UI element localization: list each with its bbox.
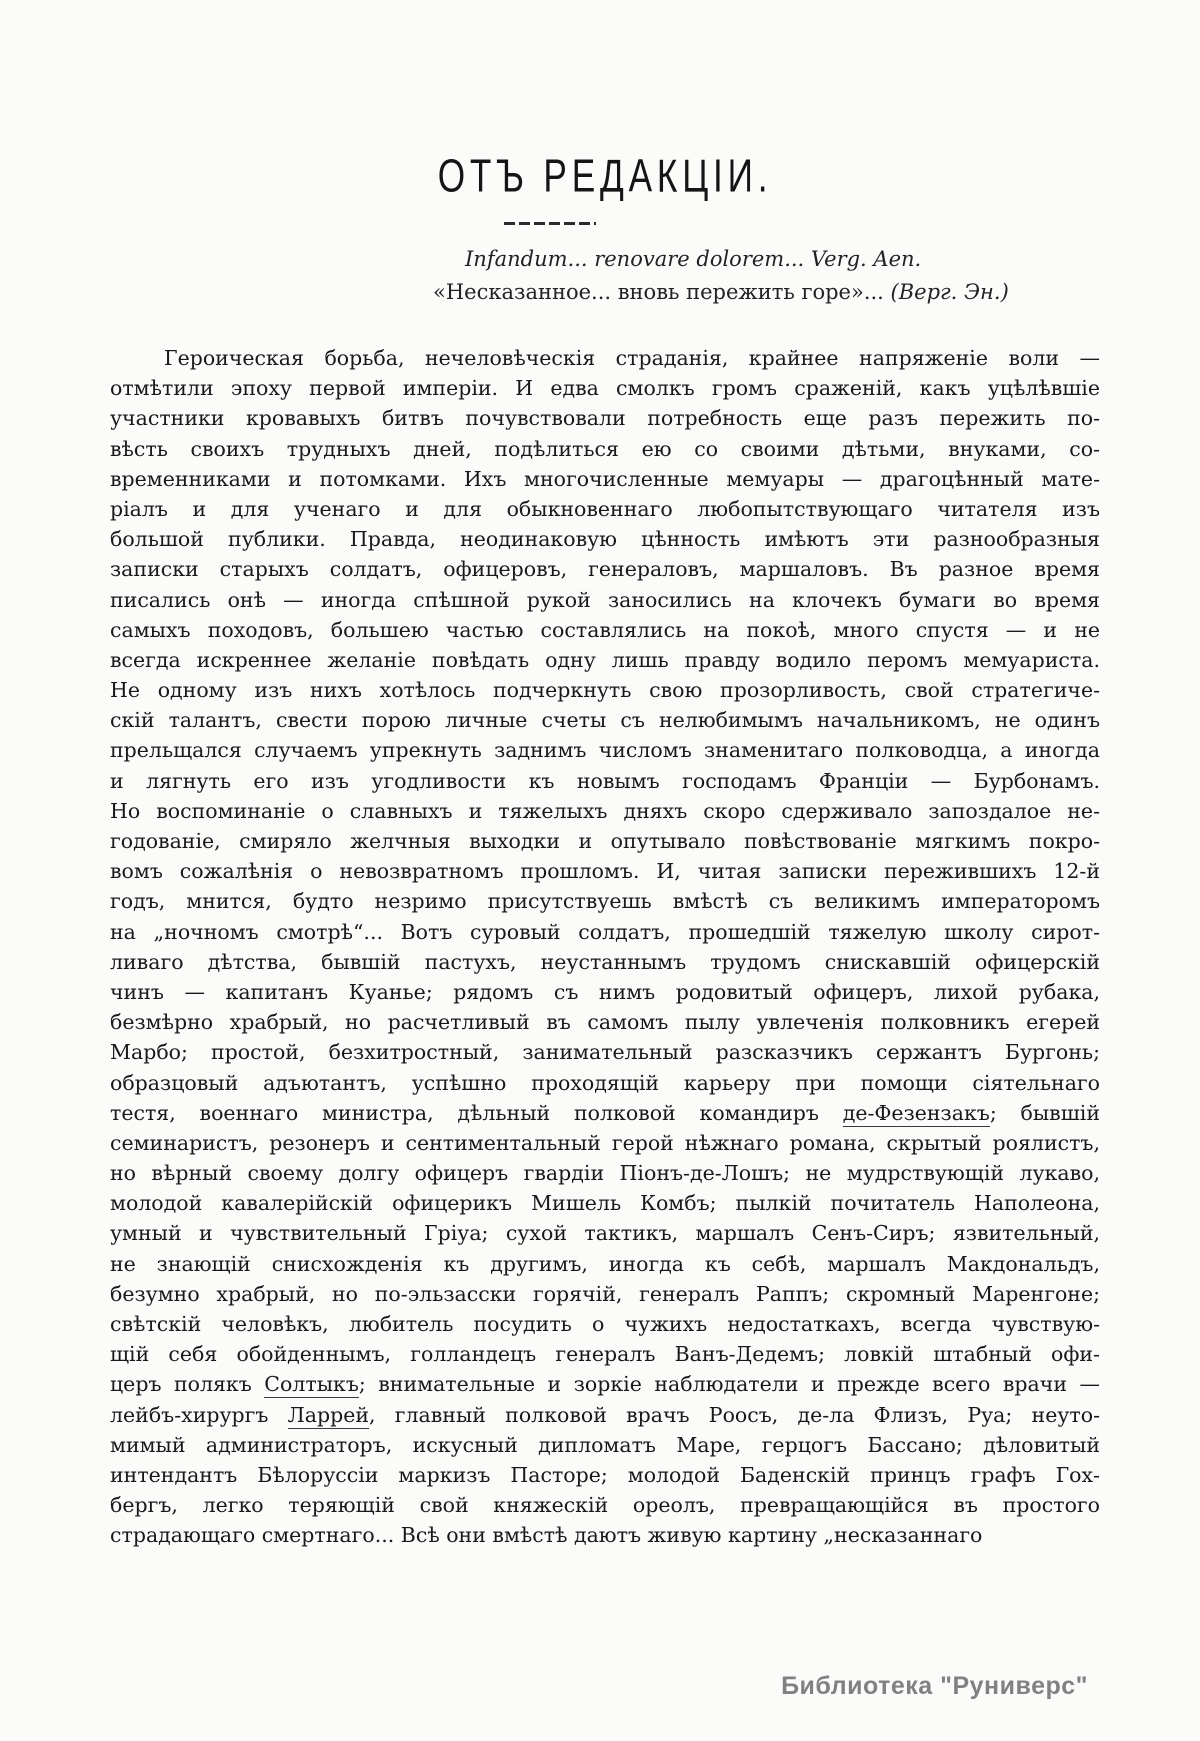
epigraph-source: (Верг. Эн.)	[890, 280, 1009, 304]
text-line: Но воспоминаніе о славныхъ и тяжелыхъ дняхъ скоро сдерживало запоздалое не-	[110, 798, 1100, 823]
text-line: не знающій снисхожденія къ другимъ, иногда къ себѣ, маршалъ Макдональдъ,	[110, 1251, 1100, 1276]
text-line: ливаго дѣтства, бывшій пастухъ, неустаннымъ трудомъ снискавшій офицерскій	[110, 949, 1100, 974]
text-line: временниками и потомками. Ихъ многочисленные мемуары — драгоцѣнный мате-	[110, 466, 1100, 491]
text-line: писались онѣ — иногда спѣшной рукой заносились на клочекъ бумаги во время	[110, 587, 1100, 612]
page-title: ОТЪ РЕДАКЦІИ.	[437, 150, 773, 203]
text-line: но вѣрный своему долгу офицеръ гвардіи Піонъ-де-Лошъ; не мудрствующій лукаво,	[110, 1161, 1100, 1186]
text-line: лейбъ-хирургъ Ларрей, главный полковой врачъ Роосъ, де-ла Флизъ, Руа; неуто-	[110, 1402, 1100, 1427]
epigraph	[433, 243, 1100, 309]
text-line: прельщался случаемъ упрекнуть заднимъ числомъ знаменитаго полководца, а иногда	[110, 738, 1100, 763]
body-text	[110, 343, 1100, 1551]
text-line: на „ночномъ смотрѣ“... Вотъ суровый солдатъ, прошедшій тяжелую школу сирот-	[110, 919, 1100, 944]
text-line: интендантъ Бѣлоруссіи маркизъ Пасторе; молодой Баденскій принцъ графъ Гох-	[110, 1462, 1100, 1487]
text-line: мимый администраторъ, искусный дипломатъ Маре, герцогъ Бассано; дѣловитый	[110, 1432, 1100, 1457]
text-line: большой публики. Правда, неодинаковую цѣнность имѣютъ эти разнообразныя	[110, 527, 1100, 552]
text-line: участники кровавыхъ битвъ почувствовали потребность еще разъ пережить по-	[110, 406, 1100, 431]
text-line: бергъ, легко теряющій свой княжескій ореолъ, превращающійся въ простого	[110, 1493, 1100, 1518]
text-line: Не одному изъ нихъ хотѣлось подчеркнуть свою прозорливость, свой стратегиче-	[110, 678, 1100, 703]
text-line: скій талантъ, свести порою личные счеты съ нелюбимымъ начальникомъ, не одинъ	[110, 708, 1100, 733]
epigraph-latin-line: Infandum... renovare dolorem... Verg. Aen.	[465, 247, 922, 271]
text-line: щій себя обойденнымъ, голландецъ генералъ Ванъ-Дедемъ; ловкій штабный офи-	[110, 1342, 1100, 1367]
text-line: церъ полякъ Солтыкъ; внимательные и зоркіе наблюдатели и прежде всего врачи —	[110, 1372, 1100, 1397]
text-line: Марбо; простой, безхитростный, занимательный разсказчикъ сержантъ Бургонь;	[110, 1040, 1100, 1065]
text-line: вѣсть своихъ трудныхъ дней, подѣлиться ею со своими дѣтьми, внуками, со-	[110, 436, 1100, 461]
text-line: отмѣтили эпоху первой имперіи. И едва смолкъ громъ сраженій, какъ уцѣлѣвшіе	[110, 376, 1100, 401]
epigraph-russian-text: «Несказанное... вновь пережить горе»...	[433, 280, 891, 304]
text-line: вомъ сожалѣнія о невозвратномъ прошломъ. И, читая записки пережившихъ 12-й	[110, 859, 1100, 884]
text-line: образцовый адъютантъ, успѣшно проходящій карьеру при помощи сіятельнаго	[110, 1070, 1100, 1095]
text-line: годованіе, смиряло желчныя выходки и опутывало повѣствованіе мягкимъ покро-	[110, 829, 1100, 853]
underlined-word: Солтыкъ	[264, 1372, 359, 1397]
text-line: Героическая борьба, нечеловѣческія страданія, крайнее напряженіе воли —	[164, 346, 1100, 370]
library-watermark: Библиотека "Руниверс"	[781, 1672, 1088, 1700]
text-line: страдающаго смертнаго... Всѣ они вмѣстѣ даютъ живую картину „несказаннаго	[110, 1523, 983, 1548]
text-line: тестя, военнаго министра, дѣльный полковой командиръ де-Фезензакъ; бывшій	[110, 1100, 1100, 1125]
text-line: безмѣрно храбрый, но расчетливый въ самомъ пылу увлеченія полковникъ егерей	[110, 1010, 1100, 1035]
text-line: и лягнуть его изъ угодливости къ новымъ господамъ Франціи — Бурбонамъ.	[110, 768, 1100, 793]
text-line: свѣтскій человѣкъ, любитель посудить о чужихъ недостаткахъ, всегда чувствую-	[110, 1312, 1100, 1336]
text-line: умный и чувствительный Гріуа; сухой тактикъ, маршалъ Сенъ-Сиръ; язвительный,	[110, 1221, 1100, 1246]
title-divider	[504, 222, 596, 225]
underlined-word: де-Фезензакъ	[842, 1100, 990, 1125]
text-line: ріалъ и для ученаго и для обыкновеннаго любопытствующаго читателя изъ	[110, 496, 1100, 521]
text-line: семинаристъ, резонеръ и сентиментальный герой нѣжнаго романа, скрытый роялистъ,	[110, 1130, 1100, 1155]
epigraph-russian-line	[433, 276, 1100, 309]
text-line: безумно храбрый, но по-эльзасски горячій, генералъ Раппъ; скромный Маренгоне;	[110, 1281, 1100, 1306]
text-column	[0, 152, 1200, 1551]
text-line: годъ, мнится, будто незримо присутствуешь вмѣстѣ съ великимъ императоромъ	[110, 889, 1100, 914]
underlined-word: Ларрей	[287, 1402, 370, 1427]
text-line: чинъ — капитанъ Куанье; рядомъ съ нимъ родовитый офицеръ, лихой рубака,	[110, 979, 1100, 1004]
text-line: молодой кавалерійскій офицерикъ Мишель Комбъ; пылкій почитатель Наполеона,	[110, 1191, 1100, 1216]
text-line: записки старыхъ солдатъ, офицеровъ, генераловъ, маршаловъ. Въ разное время	[110, 557, 1100, 582]
text-line: самыхъ походовъ, большею частью составлялись на покоѣ, много спустя — и не	[110, 617, 1100, 642]
text-line: всегда искреннее желаніе повѣдать одну лишь правду водило перомъ мемуариста.	[110, 647, 1100, 672]
